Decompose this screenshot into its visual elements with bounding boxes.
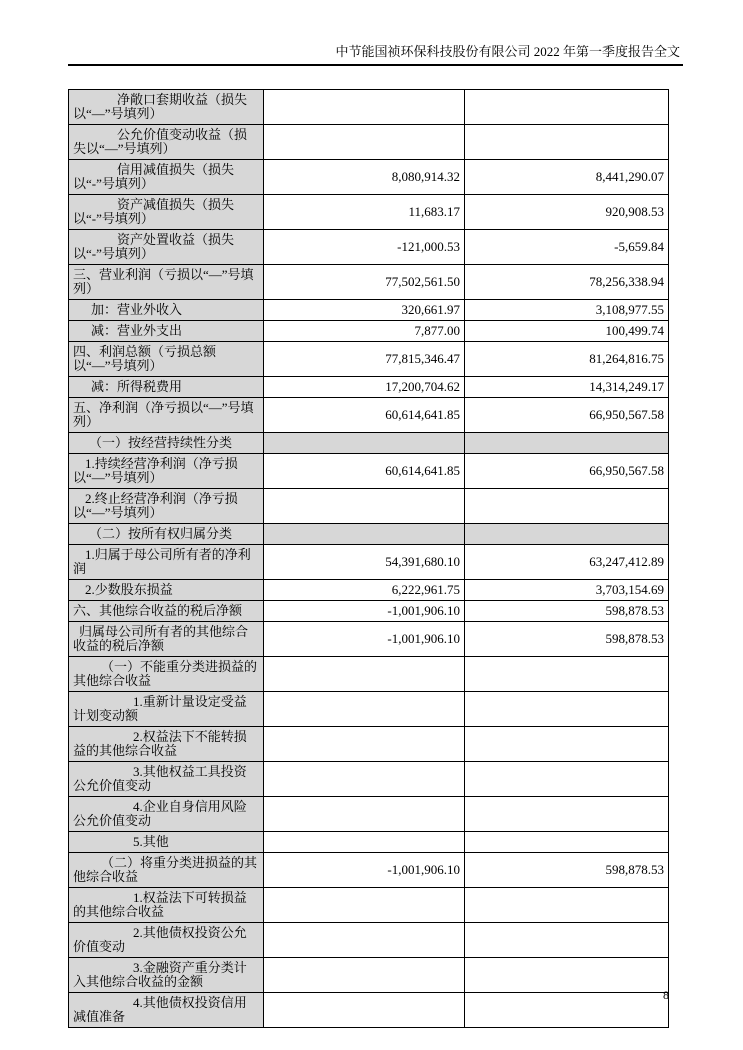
table-row [69, 195, 669, 230]
table-row [69, 454, 669, 489]
prior-period-cell: 78,256,338.94 [465, 265, 669, 300]
item-label-cell: 资产处置收益（损失以“-”号填列） [69, 230, 264, 265]
item-label-cell: 2.少数股东损益 [69, 580, 264, 601]
table-row [69, 601, 669, 622]
table-row [69, 923, 669, 958]
prior-period-cell: 63,247,412.89 [465, 545, 669, 580]
item-label-cell: 4.企业自身信用风险公允价值变动 [69, 797, 264, 832]
table-row [69, 727, 669, 762]
current-period-cell: -121,000.53 [264, 230, 465, 265]
item-label-cell: 1.重新计量设定受益计划变动额 [69, 692, 264, 727]
prior-period-cell [465, 958, 669, 993]
table-row [69, 797, 669, 832]
prior-period-cell [465, 993, 669, 1028]
item-label-cell: 净敞口套期收益（损失以“—”号填列） [69, 90, 264, 125]
prior-period-cell: 3,108,977.55 [465, 300, 669, 321]
table-row [69, 580, 669, 601]
table-row [69, 398, 669, 433]
current-period-cell: 17,200,704.62 [264, 377, 465, 398]
prior-period-cell [465, 125, 669, 160]
item-label-cell: 3.金融资产重分类计入其他综合收益的金额 [69, 958, 264, 993]
prior-period-cell: 66,950,567.58 [465, 454, 669, 489]
item-label-cell: 4.其他债权投资信用减值准备 [69, 993, 264, 1028]
table-row [69, 125, 669, 160]
current-period-cell [264, 125, 465, 160]
item-label-cell: （二）将重分类进损益的其他综合收益 [69, 853, 264, 888]
current-period-cell [264, 692, 465, 727]
item-label-cell: 归属母公司所有者的其他综合收益的税后净额 [69, 622, 264, 657]
item-label-cell: 2.终止经营净利润（净亏损以“—”号填列） [69, 489, 264, 524]
current-period-cell: 77,815,346.47 [264, 342, 465, 377]
table-row [69, 377, 669, 398]
prior-period-cell: 3,703,154.69 [465, 580, 669, 601]
table-row [69, 524, 669, 545]
item-label-cell: 四、利润总额（亏损总额以“—”号填列） [69, 342, 264, 377]
item-label-cell: 六、其他综合收益的税后净额 [69, 601, 264, 622]
prior-period-cell [465, 524, 669, 545]
table-row [69, 993, 669, 1028]
current-period-cell [264, 524, 465, 545]
item-label-cell: 三、营业利润（亏损以“—”号填列） [69, 265, 264, 300]
current-period-cell [264, 727, 465, 762]
prior-period-cell [465, 923, 669, 958]
header-rule [68, 64, 683, 66]
current-period-cell [264, 923, 465, 958]
current-period-cell [264, 958, 465, 993]
prior-period-cell [465, 832, 669, 853]
table-row [69, 692, 669, 727]
item-label-cell: 信用减值损失（损失以“-”号填列） [69, 160, 264, 195]
current-period-cell: 54,391,680.10 [264, 545, 465, 580]
item-label-cell: 五、净利润（净亏损以“—”号填列） [69, 398, 264, 433]
item-label-cell: 1.持续经营净利润（净亏损以“—”号填列） [69, 454, 264, 489]
table-row [69, 832, 669, 853]
prior-period-cell [465, 90, 669, 125]
prior-period-cell: 598,878.53 [465, 622, 669, 657]
prior-period-cell [465, 692, 669, 727]
table-row [69, 489, 669, 524]
current-period-cell: 7,877.00 [264, 321, 465, 342]
prior-period-cell: 14,314,249.17 [465, 377, 669, 398]
current-period-cell [264, 888, 465, 923]
item-label-cell: 减：所得税费用 [69, 377, 264, 398]
current-period-cell [264, 489, 465, 524]
prior-period-cell: -5,659.84 [465, 230, 669, 265]
current-period-cell: 60,614,641.85 [264, 454, 465, 489]
table-row [69, 300, 669, 321]
prior-period-cell: 598,878.53 [465, 853, 669, 888]
table-row [69, 230, 669, 265]
current-period-cell: 8,080,914.32 [264, 160, 465, 195]
table-row [69, 90, 669, 125]
current-period-cell: -1,001,906.10 [264, 622, 465, 657]
item-label-cell: 2.权益法下不能转损益的其他综合收益 [69, 727, 264, 762]
item-label-cell: 3.其他权益工具投资公允价值变动 [69, 762, 264, 797]
prior-period-cell [465, 433, 669, 454]
current-period-cell: 11,683.17 [264, 195, 465, 230]
table-row [69, 657, 669, 692]
current-period-cell: 320,661.97 [264, 300, 465, 321]
current-period-cell: -1,001,906.10 [264, 601, 465, 622]
table-row [69, 160, 669, 195]
page-header-title: 中节能国祯环保科技股份有限公司 2022 年第一季度报告全文 [335, 44, 680, 59]
prior-period-cell [465, 489, 669, 524]
table-body [69, 90, 669, 1028]
current-period-cell [264, 433, 465, 454]
item-label-cell: 加：营业外收入 [69, 300, 264, 321]
item-label-cell: 1.权益法下可转损益的其他综合收益 [69, 888, 264, 923]
table-row [69, 853, 669, 888]
prior-period-cell: 66,950,567.58 [465, 398, 669, 433]
item-label-cell: 1.归属于母公司所有者的净利润 [69, 545, 264, 580]
prior-period-cell: 100,499.74 [465, 321, 669, 342]
prior-period-cell [465, 762, 669, 797]
table-row [69, 321, 669, 342]
item-label-cell: 资产减值损失（损失以“-”号填列） [69, 195, 264, 230]
current-period-cell [264, 797, 465, 832]
prior-period-cell [465, 888, 669, 923]
table-row [69, 958, 669, 993]
table-row [69, 762, 669, 797]
item-label-cell: 2.其他债权投资公允价值变动 [69, 923, 264, 958]
table-row [69, 433, 669, 454]
table-row [69, 265, 669, 300]
table-row [69, 342, 669, 377]
prior-period-cell [465, 657, 669, 692]
item-label-cell: （二）按所有权归属分类 [69, 524, 264, 545]
table-row [69, 545, 669, 580]
current-period-cell [264, 90, 465, 125]
current-period-cell [264, 762, 465, 797]
prior-period-cell: 598,878.53 [465, 601, 669, 622]
prior-period-cell: 81,264,816.75 [465, 342, 669, 377]
table-row [69, 622, 669, 657]
prior-period-cell [465, 727, 669, 762]
current-period-cell [264, 993, 465, 1028]
item-label-cell: 公允价值变动收益（损失以“—”号填列） [69, 125, 264, 160]
item-label-cell: （一）按经营持续性分类 [69, 433, 264, 454]
table-row [69, 888, 669, 923]
current-period-cell: 60,614,641.85 [264, 398, 465, 433]
current-period-cell: 6,222,961.75 [264, 580, 465, 601]
current-period-cell [264, 657, 465, 692]
page-number: 8 [663, 988, 669, 1002]
income-statement-table [68, 89, 669, 1028]
current-period-cell [264, 832, 465, 853]
prior-period-cell [465, 797, 669, 832]
item-label-cell: 5.其他 [69, 832, 264, 853]
current-period-cell: -1,001,906.10 [264, 853, 465, 888]
item-label-cell: （一）不能重分类进损益的其他综合收益 [69, 657, 264, 692]
item-label-cell: 减：营业外支出 [69, 321, 264, 342]
prior-period-cell: 920,908.53 [465, 195, 669, 230]
prior-period-cell: 8,441,290.07 [465, 160, 669, 195]
current-period-cell: 77,502,561.50 [264, 265, 465, 300]
